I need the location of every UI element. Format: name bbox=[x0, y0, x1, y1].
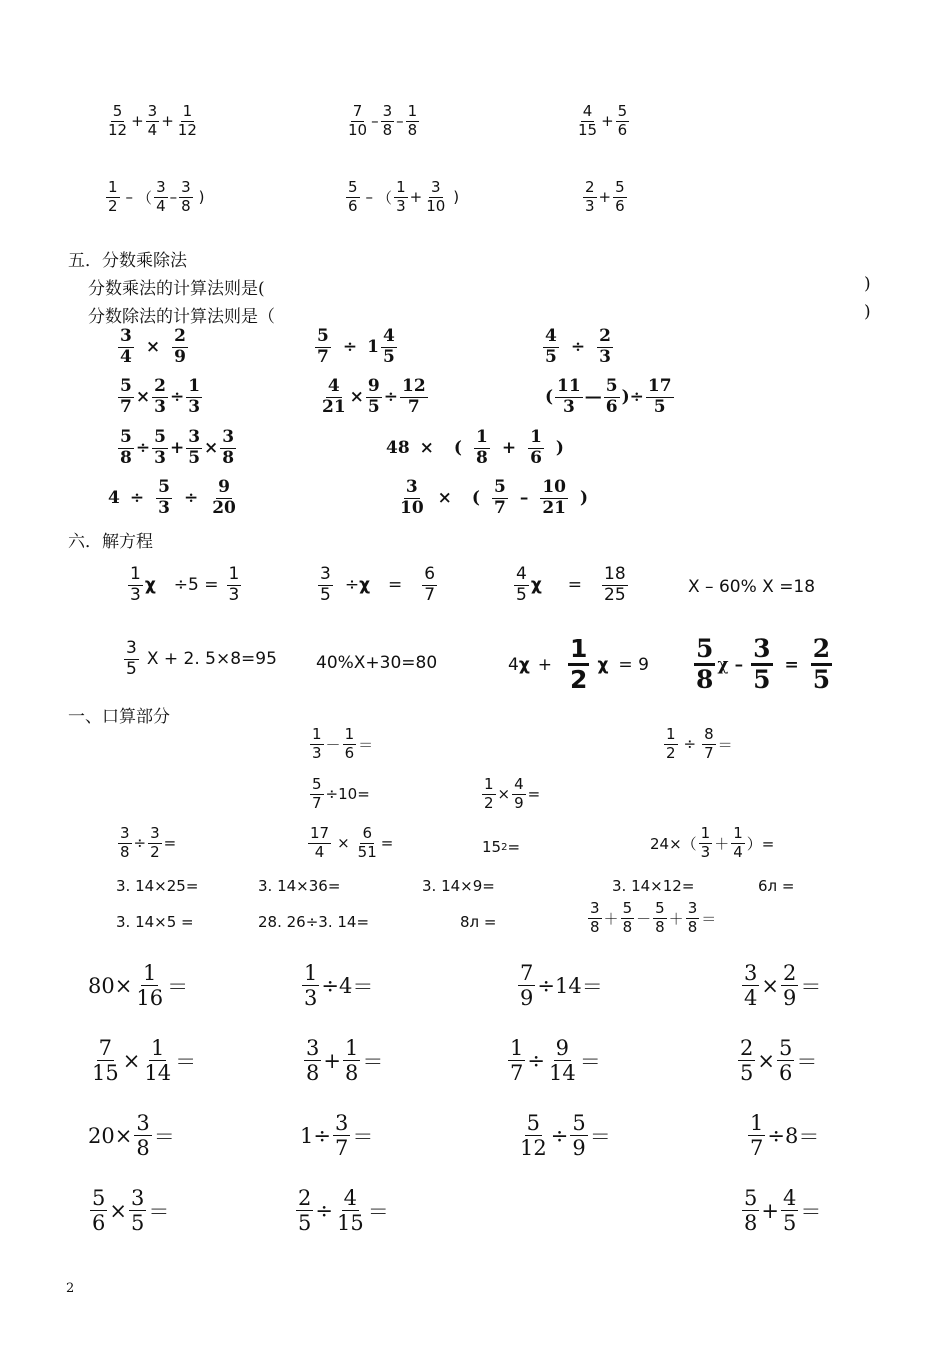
fraction: $\frac{5}{8}$ bbox=[696, 634, 714, 695]
mul-rule-close: ) bbox=[864, 274, 871, 294]
fraction: $\frac{2}{3}$ bbox=[599, 326, 611, 367]
fraction: $\frac{2}{5}$ bbox=[740, 1036, 754, 1086]
equation-2: $\frac{3}{5}$ ÷ χ = $\frac{6}{7}$ bbox=[320, 564, 436, 605]
div-rule-close: ) bbox=[864, 302, 871, 322]
fraction: $\frac{5}{12}$ bbox=[520, 1111, 547, 1161]
section5-heading: 五．分数乘除法 bbox=[68, 251, 187, 271]
calc-12: $\frac{1}{7}$ ÷ 8 ＝ bbox=[750, 1111, 820, 1161]
fraction: $\frac{5}{7}$ bbox=[493, 477, 506, 518]
fraction: $\frac{2}{5}$ bbox=[812, 634, 831, 695]
expr-r1c1: $\frac{5}{12}$ + $\frac{3}{4}$ + $\frac{1}{12}$ bbox=[108, 102, 197, 139]
fraction: $\frac{3}{8}$ bbox=[181, 178, 191, 215]
fraction: $\frac{5}{6}$ bbox=[92, 1186, 106, 1236]
calc-14: $\frac{2}{5}$ ÷ $\frac{4}{15}$ ＝ bbox=[298, 1186, 389, 1236]
fraction: $\frac{9}{5}$ bbox=[367, 376, 380, 417]
fraction: $\frac{1}{2}$ bbox=[666, 725, 676, 762]
expr-s5-r2c1: $\frac{5}{7}$ × $\frac{2}{3}$ ÷ $\frac{1}{3}$ bbox=[120, 376, 201, 417]
calc-16: $\frac{5}{8}$ + $\frac{4}{5}$ ＝ bbox=[744, 1186, 822, 1236]
equation-8: $\frac{5}{8}$ χ – $\frac{3}{5}$ = $\frac{2}{5}$ bbox=[696, 634, 831, 695]
equation-3: $\frac{4}{5}$ χ = $\frac{18}{25}$ bbox=[516, 564, 626, 605]
equation-5: $\frac{3}{5}$ X + 2. 5×8=95 bbox=[126, 638, 277, 679]
fraction: $\frac{5}{8}$ bbox=[120, 427, 132, 468]
fraction: $\frac{2}{9}$ bbox=[782, 961, 797, 1011]
page-number: 2 bbox=[66, 1281, 75, 1296]
fraction: $\frac{1}{8}$ bbox=[407, 102, 418, 139]
calc-10: 1 ÷ $\frac{3}{7}$ ＝ bbox=[300, 1111, 374, 1161]
fraction: $\frac{5}{6}$ bbox=[617, 102, 628, 139]
fraction: $\frac{3}{10}$ bbox=[400, 477, 424, 518]
fraction: $\frac{3}{8}$ bbox=[222, 427, 235, 468]
fraction: $\frac{4}{15}$ bbox=[336, 1186, 364, 1236]
fraction: $\frac{5}{8}$ bbox=[744, 1186, 758, 1236]
oral-15: 3. 14×9= bbox=[422, 877, 495, 895]
calc-4: $\frac{3}{4}$ × $\frac{2}{9}$ ＝ bbox=[744, 961, 822, 1011]
fraction: $\frac{3}{5}$ bbox=[188, 427, 201, 468]
equation-6: 40%X+30=80 bbox=[316, 653, 438, 673]
equation-4: X – 60% X =18 bbox=[688, 577, 816, 597]
expr-r2c2: $\frac{5}{6}$ – （ $\frac{1}{3}$ + $\frac{3}{10}$ ) bbox=[348, 178, 460, 215]
fraction: $\frac{4}{9}$ bbox=[514, 775, 524, 812]
mul-rule-text: 分数乘法的计算法则是( bbox=[88, 279, 265, 299]
fraction: $\frac{5}{7}$ bbox=[120, 376, 132, 417]
section6-heading: 六．解方程 bbox=[68, 532, 153, 552]
fraction: $\frac{1}{16}$ bbox=[136, 961, 164, 1011]
oral-9: $\frac{3}{8}$ ÷ $\frac{3}{2}$ = bbox=[120, 824, 177, 861]
expr-s5-r3c2: 48 × ( $\frac{1}{8}$ + $\frac{1}{6}$ ) bbox=[386, 427, 564, 468]
fraction: $\frac{1}{3}$ bbox=[188, 376, 201, 417]
fraction: $\frac{8}{7}$ bbox=[704, 725, 714, 762]
fraction: $\frac{3}{2}$ bbox=[150, 824, 160, 861]
expr-s5-r3c1: $\frac{5}{8}$ ÷ $\frac{5}{3}$ + $\frac{3}{5}$ × $\frac{3}{8}$ bbox=[120, 427, 235, 468]
expr-s5-r4c1: 4 ÷ $\frac{5}{3}$ ÷ $\frac{9}{20}$ bbox=[108, 477, 236, 518]
fraction: $\frac{3}{10}$ bbox=[426, 178, 446, 215]
equation-1: $\frac{1}{3}$ χ ÷5 = $\frac{1}{3}$ bbox=[130, 564, 240, 605]
fraction: $\frac{1}{3}$ bbox=[700, 824, 711, 861]
calc-11: $\frac{5}{12}$ ÷ $\frac{5}{9}$ ＝ bbox=[520, 1111, 611, 1161]
fraction: $\frac{1}{6}$ bbox=[530, 427, 542, 468]
oral-12: 24×（ $\frac{1}{3}$ ＋ $\frac{1}{4}$ ）= bbox=[650, 824, 775, 861]
fraction: $\frac{10}{21}$ bbox=[542, 477, 566, 518]
fraction: $\frac{11}{3}$ bbox=[557, 376, 581, 417]
calc-9: 20 × $\frac{3}{8}$ ＝ bbox=[88, 1111, 175, 1161]
oral-10: $\frac{17}{4}$ × $\frac{6}{51}$ = bbox=[310, 824, 394, 861]
fraction: $\frac{4}{5}$ bbox=[516, 564, 527, 605]
fraction: $\frac{5}{6}$ bbox=[605, 376, 618, 417]
calc-7: $\frac{1}{7}$ ÷ $\frac{9}{14}$ ＝ bbox=[510, 1036, 601, 1086]
fraction: $\frac{3}{4}$ bbox=[744, 961, 758, 1011]
fraction: $\frac{1}{2}$ bbox=[108, 178, 118, 215]
fraction: $\frac{1}{4}$ bbox=[733, 824, 743, 861]
fraction: $\frac{3}{8}$ bbox=[590, 899, 600, 936]
calc-6: $\frac{3}{8}$ + $\frac{1}{8}$ ＝ bbox=[306, 1036, 384, 1086]
fraction: $\frac{3}{4}$ bbox=[120, 326, 132, 367]
fraction: $\frac{2}{3}$ bbox=[585, 178, 595, 215]
fraction: $\frac{5}{8}$ bbox=[655, 899, 665, 936]
fraction: $\frac{1}{3}$ bbox=[304, 961, 318, 1011]
fraction: $\frac{4}{5}$ bbox=[382, 326, 395, 367]
oral-14: 3. 14×36= bbox=[258, 877, 341, 895]
fraction: $\frac{6}{7}$ bbox=[424, 564, 436, 605]
oral-11: 15 2 = bbox=[482, 838, 521, 856]
fraction: $\frac{1}{3}$ bbox=[228, 564, 240, 605]
expr-r1c3: $\frac{4}{15}$ + $\frac{5}{6}$ bbox=[578, 102, 628, 139]
fraction: $\frac{1}{6}$ bbox=[344, 725, 355, 762]
fraction: $\frac{3}{8}$ bbox=[687, 899, 698, 936]
expr-r1c2: $\frac{7}{10}$ – $\frac{3}{8}$ – $\frac{1}{8}$ bbox=[348, 102, 418, 139]
fraction: $\frac{7}{15}$ bbox=[92, 1036, 119, 1086]
fraction: $\frac{5}{6}$ bbox=[348, 178, 358, 215]
fraction: $\frac{5}{12}$ bbox=[108, 102, 128, 139]
fraction: $\frac{3}{8}$ bbox=[306, 1036, 320, 1086]
fraction: $\frac{6}{51}$ bbox=[357, 824, 377, 861]
fraction: $\frac{1}{7}$ bbox=[510, 1036, 524, 1086]
fraction: $\frac{1}{3}$ bbox=[130, 564, 141, 605]
fraction: $\frac{12}{7}$ bbox=[402, 376, 426, 417]
oral-2: $\frac{1}{3}$ － $\frac{1}{6}$ ＝ bbox=[312, 725, 374, 762]
expr-r2c3: $\frac{2}{3}$ + $\frac{5}{6}$ bbox=[585, 178, 625, 215]
fraction: $\frac{3}{8}$ bbox=[136, 1111, 150, 1161]
fraction: $\frac{5}{6}$ bbox=[615, 178, 625, 215]
fraction: $\frac{7}{10}$ bbox=[348, 102, 368, 139]
calc-8: $\frac{2}{5}$ × $\frac{5}{6}$ ＝ bbox=[740, 1036, 818, 1086]
fraction: $\frac{4}{15}$ bbox=[578, 102, 598, 139]
oral-20: 8л = bbox=[460, 913, 497, 931]
fraction: $\frac{3}{5}$ bbox=[753, 634, 771, 695]
fraction: $\frac{7}{9}$ bbox=[520, 961, 534, 1011]
fraction: $\frac{17}{4}$ bbox=[310, 824, 330, 861]
fraction: $\frac{3}{5}$ bbox=[126, 638, 137, 679]
calc-1: 80 × $\frac{1}{16}$ ＝ bbox=[88, 961, 189, 1011]
oral-6: $\frac{5}{7}$ ÷10= bbox=[312, 775, 370, 812]
fraction: $\frac{4}{5}$ bbox=[545, 326, 557, 367]
fraction: $\frac{1}{14}$ bbox=[144, 1036, 172, 1086]
fraction: $\frac{3}{4}$ bbox=[147, 102, 158, 139]
fraction: $\frac{5}{6}$ bbox=[778, 1036, 793, 1086]
fraction: $\frac{5}{9}$ bbox=[572, 1111, 586, 1161]
fraction: $\frac{5}{7}$ bbox=[312, 775, 322, 812]
fraction: $\frac{1}{8}$ bbox=[344, 1036, 359, 1086]
expr-s5-r2c2: $\frac{4}{21}$ × $\frac{9}{5}$ ÷ $\frac{12}{7}$ bbox=[322, 376, 426, 417]
fraction: $\frac{1}{12}$ bbox=[177, 102, 197, 139]
fraction: $\frac{5}{8}$ bbox=[622, 899, 633, 936]
div-rule-text: 分数除法的计算法则是（ bbox=[88, 307, 275, 327]
oral-4: $\frac{1}{2}$ ÷ $\frac{8}{7}$ ＝ bbox=[666, 725, 733, 762]
expr-r2c1: $\frac{1}{2}$ – （ $\frac{3}{4}$ – $\frac{3}{8}$ ) bbox=[108, 178, 205, 215]
fraction: $\frac{1}{7}$ bbox=[750, 1111, 764, 1161]
fraction: $\frac{3}{5}$ bbox=[320, 564, 331, 605]
expr-s5-r1c2: $\frac{5}{7}$ ÷ 1 $\frac{4}{5}$ bbox=[317, 326, 395, 367]
fraction: $\frac{3}{8}$ bbox=[382, 102, 393, 139]
fraction: $\frac{2}{9}$ bbox=[174, 326, 186, 367]
calc-13: $\frac{5}{6}$ × $\frac{3}{5}$ ＝ bbox=[92, 1186, 170, 1236]
fraction: $\frac{9}{14}$ bbox=[548, 1036, 576, 1086]
oral-19: 28. 26÷3. 14= bbox=[258, 913, 370, 931]
fraction: $\frac{18}{25}$ bbox=[604, 564, 626, 605]
calc-5: $\frac{7}{15}$ × $\frac{1}{14}$ ＝ bbox=[92, 1036, 197, 1086]
expr-s5-r4c2: $\frac{3}{10}$ × ( $\frac{5}{7}$ – $\frac{10}{21}$ ) bbox=[400, 477, 589, 518]
fraction: $\frac{1}{3}$ bbox=[396, 178, 406, 215]
calc-2: $\frac{1}{3}$ ÷ 4 ＝ bbox=[304, 961, 374, 1011]
fraction: $\frac{3}{4}$ bbox=[156, 178, 166, 215]
fraction: $\frac{5}{7}$ bbox=[317, 326, 329, 367]
fraction: $\frac{17}{5}$ bbox=[647, 376, 672, 417]
fraction: $\frac{3}{7}$ bbox=[334, 1111, 349, 1161]
oral-13: 3. 14×25= bbox=[116, 877, 199, 895]
fraction: $\frac{5}{3}$ bbox=[158, 477, 170, 518]
fraction: $\frac{4}{5}$ bbox=[782, 1186, 797, 1236]
oral-17: 6л = bbox=[758, 877, 795, 895]
oral-18: 3. 14×5 = bbox=[116, 913, 194, 931]
expr-s5-r2c3: ( $\frac{11}{3}$ — $\frac{5}{6}$ ) ÷ $\frac{17}{5}$ bbox=[545, 376, 672, 417]
section1-heading: 一、口算部分 bbox=[68, 707, 170, 727]
fraction: $\frac{1}{3}$ bbox=[312, 725, 322, 762]
fraction: $\frac{1}{8}$ bbox=[475, 427, 488, 468]
oral-16: 3. 14×12= bbox=[612, 877, 695, 895]
fraction: $\frac{9}{20}$ bbox=[212, 477, 236, 518]
expr-s5-r1c1: $\frac{3}{4}$ × $\frac{2}{9}$ bbox=[120, 326, 186, 367]
fraction: $\frac{1}{2}$ bbox=[484, 775, 494, 812]
oral-21: $\frac{3}{8}$ ＋ $\frac{5}{8}$ － $\frac{5}{8}$ ＋ $\frac{3}{8}$ ＝ bbox=[590, 899, 717, 936]
fraction: $\frac{2}{3}$ bbox=[154, 376, 166, 417]
fraction: $\frac{2}{5}$ bbox=[298, 1186, 312, 1236]
fraction: $\frac{4}{21}$ bbox=[322, 376, 346, 417]
oral-7: $\frac{1}{2}$ × $\frac{4}{9}$ = bbox=[484, 775, 541, 812]
expr-s5-r1c3: $\frac{4}{5}$ ÷ $\frac{2}{3}$ bbox=[545, 326, 611, 367]
equation-7: 4 χ + $\frac{1}{2}$ χ = 9 bbox=[508, 634, 649, 695]
fraction: $\frac{1}{2}$ bbox=[570, 634, 588, 695]
fraction: $\frac{3}{8}$ bbox=[120, 824, 130, 861]
fraction: $\frac{3}{5}$ bbox=[130, 1186, 145, 1236]
fraction: $\frac{5}{3}$ bbox=[154, 427, 166, 468]
calc-3: $\frac{7}{9}$ ÷ 14 ＝ bbox=[520, 961, 603, 1011]
